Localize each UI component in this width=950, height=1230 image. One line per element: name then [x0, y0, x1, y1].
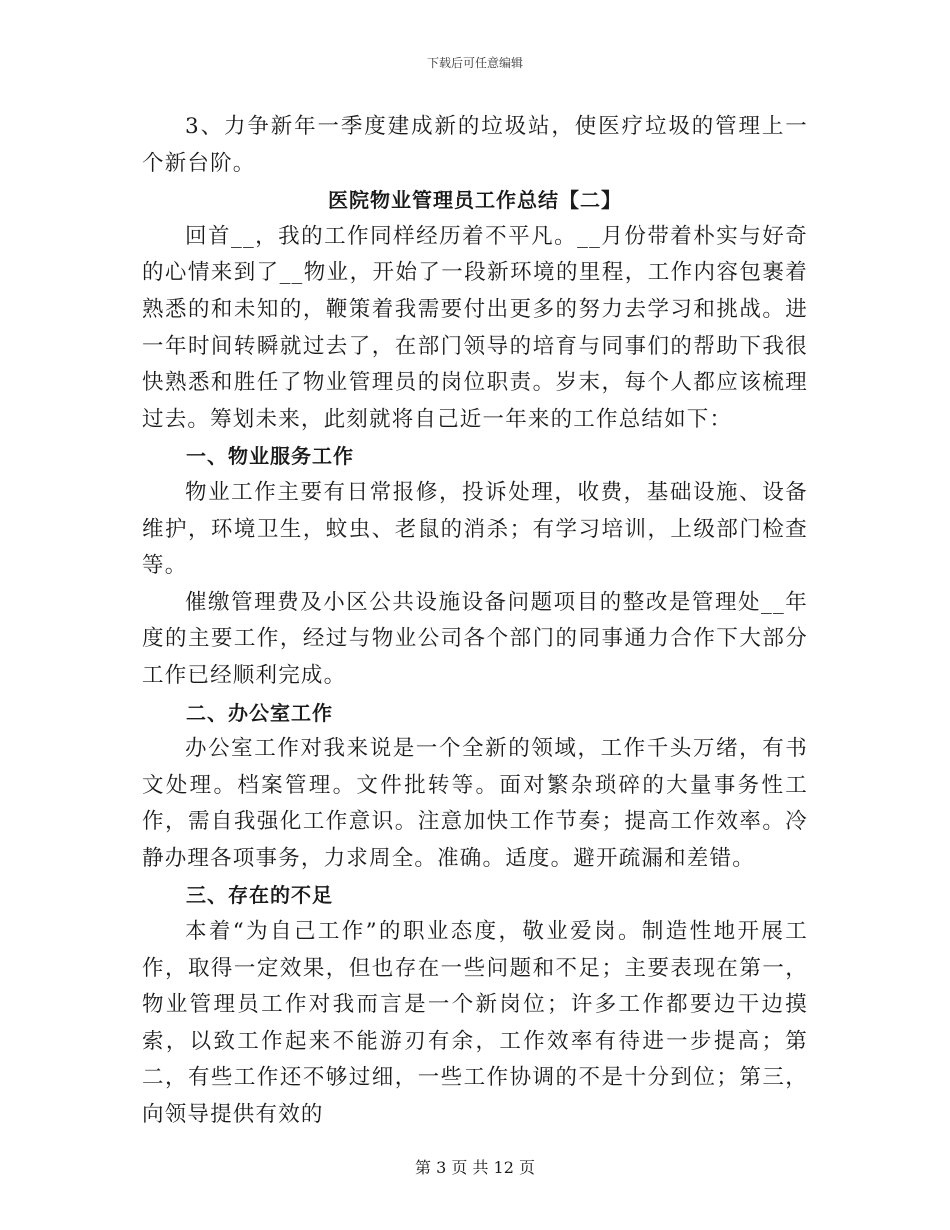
header-note: 下载后可任意编辑: [426, 56, 523, 70]
document-body: [142, 109, 808, 1134]
intro-item: 3、力争新年一季度建成新的垃圾站，使医疗垃圾的管理上一个新台阶。: [142, 114, 808, 176]
heading-shortcomings: 三、存在的不足: [186, 883, 333, 908]
page-number: 第 3 页 共 12 页: [415, 1158, 535, 1177]
paragraph-5: 本着“为自己工作”的职业态度，敬业爱岗。制造性地开展工作，取得一定效果，但也存在一些问题和不足；主要表现在第一，物业管理员工作对我而言是一个新岗位；许多工作都要边干边摸索，以致工作起来不能游刃有余，工作效率有待进一步提高；第二，有些工作还不够过细，一些工作协调的不是十分到位；第三，向领导提供有效的: [142, 919, 808, 1128]
paragraph-4: 办公室工作对我来说是一个全新的领域，工作千头万绪，有书文处理。档案管理。文件批转等。面对繁杂琐碎的大量事务性工作，需自我强化工作意识。注意加快工作节奏；提高工作效率。冷静办理各项事务，力求周全。准确。适度。避开疏漏和差错。: [142, 736, 808, 871]
paragraph-3: 催缴管理费及小区公共设施设备问题项目的整改是管理处__年度的主要工作，经过与物业公司各个部门的同事通力合作下大部分工作已经顺利完成。: [142, 589, 808, 688]
paragraph-1: 回首__，我的工作同样经历着不平凡。__月份带着朴实与好奇的心情来到了__物业，开始了一段新环境的里程，工作内容包裹着熟悉的和未知的，鞭策着我需要付出更多的努力去学习和挑战。进一年时间转瞬就过去了，在部门领导的培育与同事们的帮助下我很快熟悉和胜任了物业管理员的岗位职责。岁末，每个人都应该梳理过去。筹划未来，此刻就将自己近一年来的工作总结如下：: [142, 223, 808, 432]
paragraph-2: 物业工作主要有日常报修，投诉处理，收费，基础设施、设备维护，环境卫生，蚊虫、老鼠的消杀；有学习培训，上级部门检查等。: [142, 479, 808, 579]
heading-office-work: 二、办公室工作: [186, 700, 333, 725]
heading-property-service: 一、物业服务工作: [186, 444, 354, 469]
section-title: 医院物业管理员工作总结【二】: [328, 188, 622, 213]
